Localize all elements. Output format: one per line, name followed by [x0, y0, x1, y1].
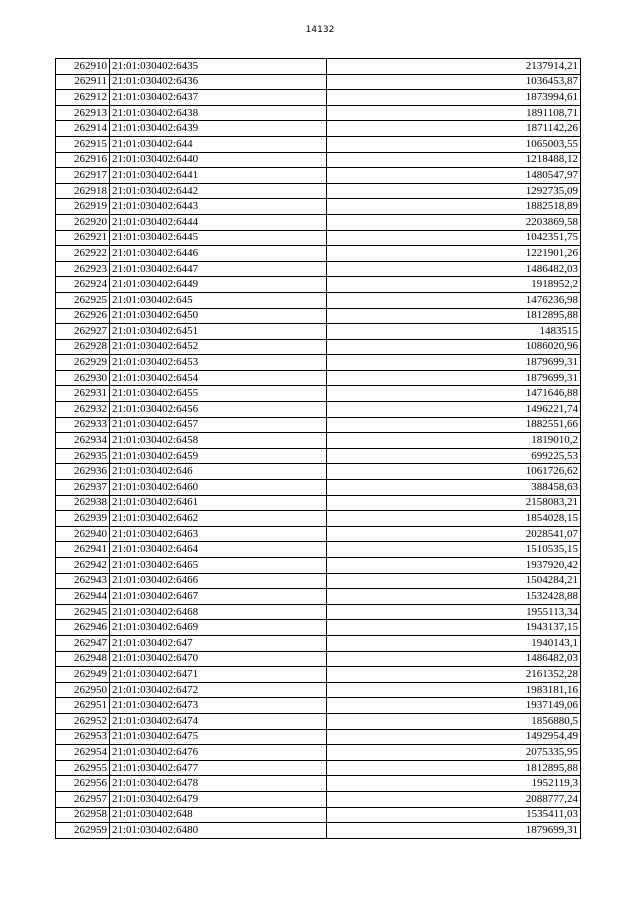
row-number-cell: 262922	[56, 246, 110, 262]
value-cell: 1856880,5	[327, 713, 581, 729]
row-number-cell: 262913	[56, 105, 110, 121]
row-number-cell: 262912	[56, 90, 110, 106]
row-number-cell: 262931	[56, 386, 110, 402]
row-number-cell: 262920	[56, 214, 110, 230]
value-cell: 2203869,58	[327, 214, 581, 230]
table-row	[56, 292, 581, 308]
cadastral-number-cell: 21:01:030402:6477	[110, 760, 327, 776]
value-cell: 1882551,66	[327, 417, 581, 433]
table-row	[56, 339, 581, 355]
table-row	[56, 776, 581, 792]
value-cell: 1496221,74	[327, 402, 581, 418]
row-number-cell: 262956	[56, 776, 110, 792]
table-row	[56, 261, 581, 277]
value-cell: 1891108,71	[327, 105, 581, 121]
cadastral-number-cell: 21:01:030402:6464	[110, 542, 327, 558]
table-row	[56, 573, 581, 589]
cadastral-number-cell: 21:01:030402:6443	[110, 199, 327, 215]
table-row	[56, 729, 581, 745]
cadastral-number-cell: 21:01:030402:6480	[110, 823, 327, 839]
value-cell: 1535411,03	[327, 807, 581, 823]
table-row	[56, 760, 581, 776]
cadastral-number-cell: 21:01:030402:6457	[110, 417, 327, 433]
table-row	[56, 542, 581, 558]
value-cell: 1854028,15	[327, 511, 581, 527]
table-row	[56, 417, 581, 433]
value-cell: 1486482,03	[327, 261, 581, 277]
row-number-cell: 262911	[56, 74, 110, 90]
table-row	[56, 682, 581, 698]
table-row	[56, 480, 581, 496]
value-cell: 1940143,1	[327, 635, 581, 651]
table-row	[56, 464, 581, 480]
row-number-cell: 262932	[56, 402, 110, 418]
value-cell: 1036453,87	[327, 74, 581, 90]
cadastral-number-cell: 21:01:030402:6472	[110, 682, 327, 698]
value-cell: 1955113,34	[327, 604, 581, 620]
value-cell: 1292735,09	[327, 183, 581, 199]
value-cell: 1486482,03	[327, 651, 581, 667]
row-number-cell: 262947	[56, 635, 110, 651]
cadastral-number-cell: 21:01:030402:6463	[110, 526, 327, 542]
value-cell: 1532428,88	[327, 589, 581, 605]
cadastral-value-table	[55, 58, 581, 839]
cadastral-number-cell: 21:01:030402:6442	[110, 183, 327, 199]
value-cell: 1873994,61	[327, 90, 581, 106]
row-number-cell: 262917	[56, 168, 110, 184]
row-number-cell: 262928	[56, 339, 110, 355]
cadastral-number-cell: 21:01:030402:6450	[110, 308, 327, 324]
cadastral-number-cell: 21:01:030402:6446	[110, 246, 327, 262]
row-number-cell: 262938	[56, 495, 110, 511]
cadastral-number-cell: 21:01:030402:6438	[110, 105, 327, 121]
table-row	[56, 620, 581, 636]
value-cell: 1812895,88	[327, 308, 581, 324]
cadastral-number-cell: 21:01:030402:6465	[110, 558, 327, 574]
row-number-cell: 262943	[56, 573, 110, 589]
row-number-cell: 262914	[56, 121, 110, 137]
table-body	[56, 59, 581, 839]
value-cell: 1819010,2	[327, 433, 581, 449]
cadastral-number-cell: 21:01:030402:648	[110, 807, 327, 823]
row-number-cell: 262915	[56, 136, 110, 152]
table-row	[56, 136, 581, 152]
value-cell: 2137914,21	[327, 59, 581, 75]
table-row	[56, 324, 581, 340]
table-row	[56, 402, 581, 418]
table-row	[56, 277, 581, 293]
value-cell: 1937149,06	[327, 698, 581, 714]
cadastral-number-cell: 21:01:030402:6440	[110, 152, 327, 168]
table-row	[56, 386, 581, 402]
cadastral-number-cell: 21:01:030402:6436	[110, 74, 327, 90]
cadastral-number-cell: 21:01:030402:6451	[110, 324, 327, 340]
cadastral-number-cell: 21:01:030402:6458	[110, 433, 327, 449]
row-number-cell: 262952	[56, 713, 110, 729]
value-cell: 1918952,2	[327, 277, 581, 293]
value-cell: 1065003,55	[327, 136, 581, 152]
value-cell: 1879699,31	[327, 355, 581, 371]
cadastral-number-cell: 21:01:030402:6455	[110, 386, 327, 402]
table-row	[56, 745, 581, 761]
value-cell: 1480547,97	[327, 168, 581, 184]
row-number-cell: 262942	[56, 558, 110, 574]
table-row	[56, 74, 581, 90]
table-row	[56, 558, 581, 574]
cadastral-number-cell: 21:01:030402:6468	[110, 604, 327, 620]
value-cell: 2075335,95	[327, 745, 581, 761]
value-cell: 2088777,24	[327, 791, 581, 807]
row-number-cell: 262944	[56, 589, 110, 605]
row-number-cell: 262957	[56, 791, 110, 807]
cadastral-number-cell: 21:01:030402:6462	[110, 511, 327, 527]
cadastral-number-cell: 21:01:030402:6456	[110, 402, 327, 418]
table-row	[56, 713, 581, 729]
row-number-cell: 262948	[56, 651, 110, 667]
page-number: 14132	[305, 25, 335, 35]
table-row	[56, 604, 581, 620]
row-number-cell: 262926	[56, 308, 110, 324]
table-row	[56, 214, 581, 230]
cadastral-number-cell: 21:01:030402:6471	[110, 667, 327, 683]
cadastral-number-cell: 21:01:030402:6470	[110, 651, 327, 667]
cadastral-number-cell: 21:01:030402:6467	[110, 589, 327, 605]
table-row	[56, 355, 581, 371]
value-cell: 1879699,31	[327, 370, 581, 386]
value-cell: 1471646,88	[327, 386, 581, 402]
value-cell: 1504284,21	[327, 573, 581, 589]
cadastral-number-cell: 21:01:030402:644	[110, 136, 327, 152]
table-row	[56, 168, 581, 184]
table-row	[56, 635, 581, 651]
row-number-cell: 262936	[56, 464, 110, 480]
row-number-cell: 262924	[56, 277, 110, 293]
row-number-cell: 262934	[56, 433, 110, 449]
value-cell: 2028541,07	[327, 526, 581, 542]
row-number-cell: 262916	[56, 152, 110, 168]
table-row	[56, 448, 581, 464]
row-number-cell: 262927	[56, 324, 110, 340]
row-number-cell: 262950	[56, 682, 110, 698]
table-row	[56, 791, 581, 807]
row-number-cell: 262939	[56, 511, 110, 527]
value-cell: 1952119,3	[327, 776, 581, 792]
table-row	[56, 121, 581, 137]
cadastral-number-cell: 21:01:030402:6476	[110, 745, 327, 761]
row-number-cell: 262949	[56, 667, 110, 683]
cadastral-number-cell: 21:01:030402:6478	[110, 776, 327, 792]
cadastral-number-cell: 21:01:030402:6475	[110, 729, 327, 745]
row-number-cell: 262958	[56, 807, 110, 823]
value-cell: 1476236,98	[327, 292, 581, 308]
table-row	[56, 589, 581, 605]
cadastral-number-cell: 21:01:030402:6441	[110, 168, 327, 184]
cadastral-number-cell: 21:01:030402:6444	[110, 214, 327, 230]
row-number-cell: 262954	[56, 745, 110, 761]
row-number-cell: 262940	[56, 526, 110, 542]
row-number-cell: 262933	[56, 417, 110, 433]
value-cell: 1042351,75	[327, 230, 581, 246]
value-cell: 1943137,15	[327, 620, 581, 636]
row-number-cell: 262930	[56, 370, 110, 386]
value-cell: 1086020,96	[327, 339, 581, 355]
value-cell: 1483515	[327, 324, 581, 340]
cadastral-number-cell: 21:01:030402:6435	[110, 59, 327, 75]
table-row	[56, 667, 581, 683]
table-row	[56, 230, 581, 246]
row-number-cell: 262941	[56, 542, 110, 558]
cadastral-number-cell: 21:01:030402:6437	[110, 90, 327, 106]
table-row	[56, 308, 581, 324]
row-number-cell: 262951	[56, 698, 110, 714]
row-number-cell: 262959	[56, 823, 110, 839]
table-row	[56, 433, 581, 449]
value-cell: 699225,53	[327, 448, 581, 464]
cadastral-number-cell: 21:01:030402:6473	[110, 698, 327, 714]
row-number-cell: 262953	[56, 729, 110, 745]
table-row	[56, 698, 581, 714]
table-row	[56, 59, 581, 75]
cadastral-number-cell: 21:01:030402:6460	[110, 480, 327, 496]
row-number-cell: 262937	[56, 480, 110, 496]
cadastral-number-cell: 21:01:030402:6454	[110, 370, 327, 386]
cadastral-number-cell: 21:01:030402:646	[110, 464, 327, 480]
cadastral-number-cell: 21:01:030402:6461	[110, 495, 327, 511]
row-number-cell: 262918	[56, 183, 110, 199]
table-row	[56, 807, 581, 823]
row-number-cell: 262945	[56, 604, 110, 620]
table-row	[56, 526, 581, 542]
cadastral-number-cell: 21:01:030402:6449	[110, 277, 327, 293]
value-cell: 1871142,26	[327, 121, 581, 137]
table-row	[56, 370, 581, 386]
row-number-cell: 262929	[56, 355, 110, 371]
value-cell: 1882518,89	[327, 199, 581, 215]
cadastral-number-cell: 21:01:030402:6445	[110, 230, 327, 246]
value-cell: 2161352,28	[327, 667, 581, 683]
value-cell: 1492954,49	[327, 729, 581, 745]
table-row	[56, 246, 581, 262]
row-number-cell: 262946	[56, 620, 110, 636]
row-number-cell: 262919	[56, 199, 110, 215]
value-cell: 1812895,88	[327, 760, 581, 776]
cadastral-number-cell: 21:01:030402:6479	[110, 791, 327, 807]
row-number-cell: 262935	[56, 448, 110, 464]
value-cell: 1983181,16	[327, 682, 581, 698]
value-cell: 1510535,15	[327, 542, 581, 558]
cadastral-number-cell: 21:01:030402:6474	[110, 713, 327, 729]
table-row	[56, 495, 581, 511]
value-cell: 1879699,31	[327, 823, 581, 839]
value-cell: 388458,63	[327, 480, 581, 496]
row-number-cell: 262910	[56, 59, 110, 75]
cadastral-number-cell: 21:01:030402:6466	[110, 573, 327, 589]
row-number-cell: 262955	[56, 760, 110, 776]
table-row	[56, 183, 581, 199]
cadastral-number-cell: 21:01:030402:6459	[110, 448, 327, 464]
table-row	[56, 105, 581, 121]
row-number-cell: 262921	[56, 230, 110, 246]
cadastral-number-cell: 21:01:030402:6439	[110, 121, 327, 137]
value-cell: 1937920,42	[327, 558, 581, 574]
row-number-cell: 262925	[56, 292, 110, 308]
value-cell: 1221901,26	[327, 246, 581, 262]
cadastral-number-cell: 21:01:030402:6452	[110, 339, 327, 355]
table-row	[56, 90, 581, 106]
cadastral-number-cell: 21:01:030402:6447	[110, 261, 327, 277]
row-number-cell: 262923	[56, 261, 110, 277]
table-row	[56, 199, 581, 215]
table-row	[56, 651, 581, 667]
cadastral-number-cell: 21:01:030402:647	[110, 635, 327, 651]
value-cell: 1061726,62	[327, 464, 581, 480]
table-row	[56, 511, 581, 527]
table-row	[56, 152, 581, 168]
value-cell: 1218488,12	[327, 152, 581, 168]
cadastral-number-cell: 21:01:030402:645	[110, 292, 327, 308]
table-row	[56, 823, 581, 839]
value-cell: 2158083,21	[327, 495, 581, 511]
cadastral-number-cell: 21:01:030402:6469	[110, 620, 327, 636]
cadastral-number-cell: 21:01:030402:6453	[110, 355, 327, 371]
